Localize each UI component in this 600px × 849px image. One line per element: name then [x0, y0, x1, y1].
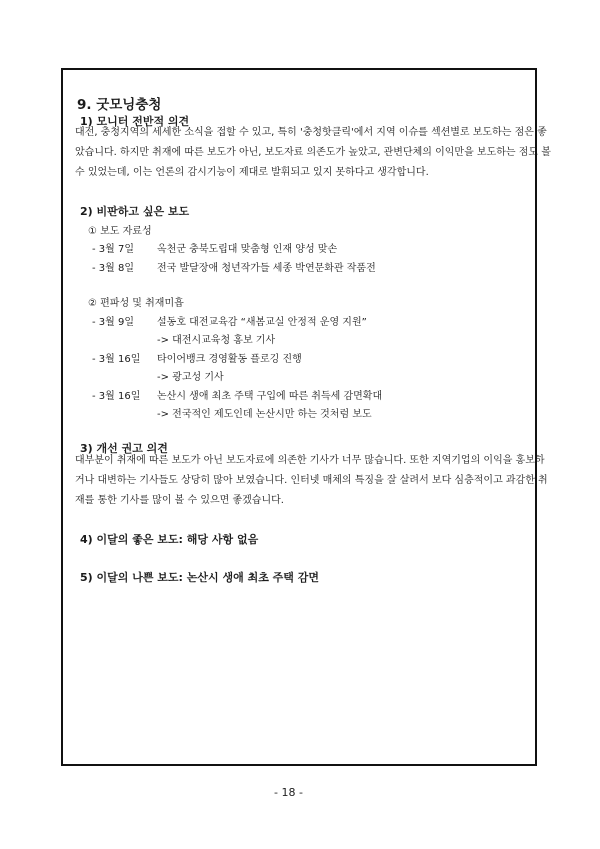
list-item-text: 논산시 생애 최초 주택 구입에 따른 취득세 감면확대 — [157, 391, 383, 402]
overall-opinion-line-3: 수 있었는데, 이는 언론의 감시기능이 제대로 발휘되고 있지 못하다고 생각합니다. — [75, 167, 429, 178]
heading-overall-opinion: 1) 모니터 전반적 의견 — [80, 115, 190, 128]
section-title: 9. 굿모닝충청 — [77, 97, 162, 113]
heading-criticized-reports: 2) 비판하고 싶은 보도 — [80, 205, 190, 218]
improvement-line-3: 재를 통한 기사를 많이 볼 수 있으면 좋겠습니다. — [75, 495, 284, 506]
improvement-line-1: 대부분이 취재에 따른 보도가 아닌 보도자료에 의존한 기사가 너무 많습니다. 또한 지역기업의 이익을 홍보하 — [75, 455, 545, 466]
heading-good-report: 4) 이달의 좋은 보도: 해당 사항 없음 — [80, 533, 259, 546]
list-item-note: -> 전국적인 제도인데 논산시만 하는 것처럼 보도 — [157, 409, 372, 420]
subheading-bias: ② 편파성 및 취재미흡 — [88, 298, 184, 309]
list-item-text: 옥천군 충북도립대 맞춤형 인재 양성 맞손 — [157, 244, 338, 255]
list-item-text: 전국 발달장애 청년작가들 세종 박연문화관 작품전 — [157, 263, 376, 274]
improvement-line-2: 거나 대변하는 기사들도 상당히 많아 보였습니다. 인터넷 매체의 특징을 잘 살려서 보다 심층적이고 과감한 취 — [75, 475, 548, 486]
heading-improvement: 3) 개선 권고 의견 — [80, 442, 168, 455]
page-number: - 18 - — [274, 786, 303, 799]
list-item-note: -> 광고성 기사 — [157, 372, 224, 383]
list-item-date: - 3월 16일 — [92, 391, 141, 402]
list-item-date: - 3월 7일 — [92, 244, 135, 255]
overall-opinion-line-2: 았습니다. 하지만 취재에 따른 보도가 아닌, 보도자료 의존도가 높았고, 관변단체의 이익만을 보도하는 점도 볼 — [75, 147, 551, 158]
list-item-text: 타이어뱅크 경영활동 플로깅 진행 — [157, 354, 302, 365]
overall-opinion-line-1: 대전, 충청지역의 세세한 소식을 접할 수 있고, 특히 '충청핫클릭'에서 지역 이슈를 섹션별로 보도하는 점은 좋 — [75, 127, 547, 138]
list-item-date: - 3월 8일 — [92, 263, 135, 274]
list-item-date: - 3월 9일 — [92, 317, 135, 328]
list-item-note: -> 대전시교육청 홍보 기사 — [157, 335, 276, 346]
list-item-date: - 3월 16일 — [92, 354, 141, 365]
heading-bad-report: 5) 이달의 나쁜 보도: 논산시 생애 최초 주택 감면 — [80, 571, 319, 584]
list-item-text: 설동호 대전교육감 “새봄교실 안정적 운영 지원” — [157, 317, 367, 328]
subheading-press-release: ① 보도 자료성 — [88, 226, 152, 237]
